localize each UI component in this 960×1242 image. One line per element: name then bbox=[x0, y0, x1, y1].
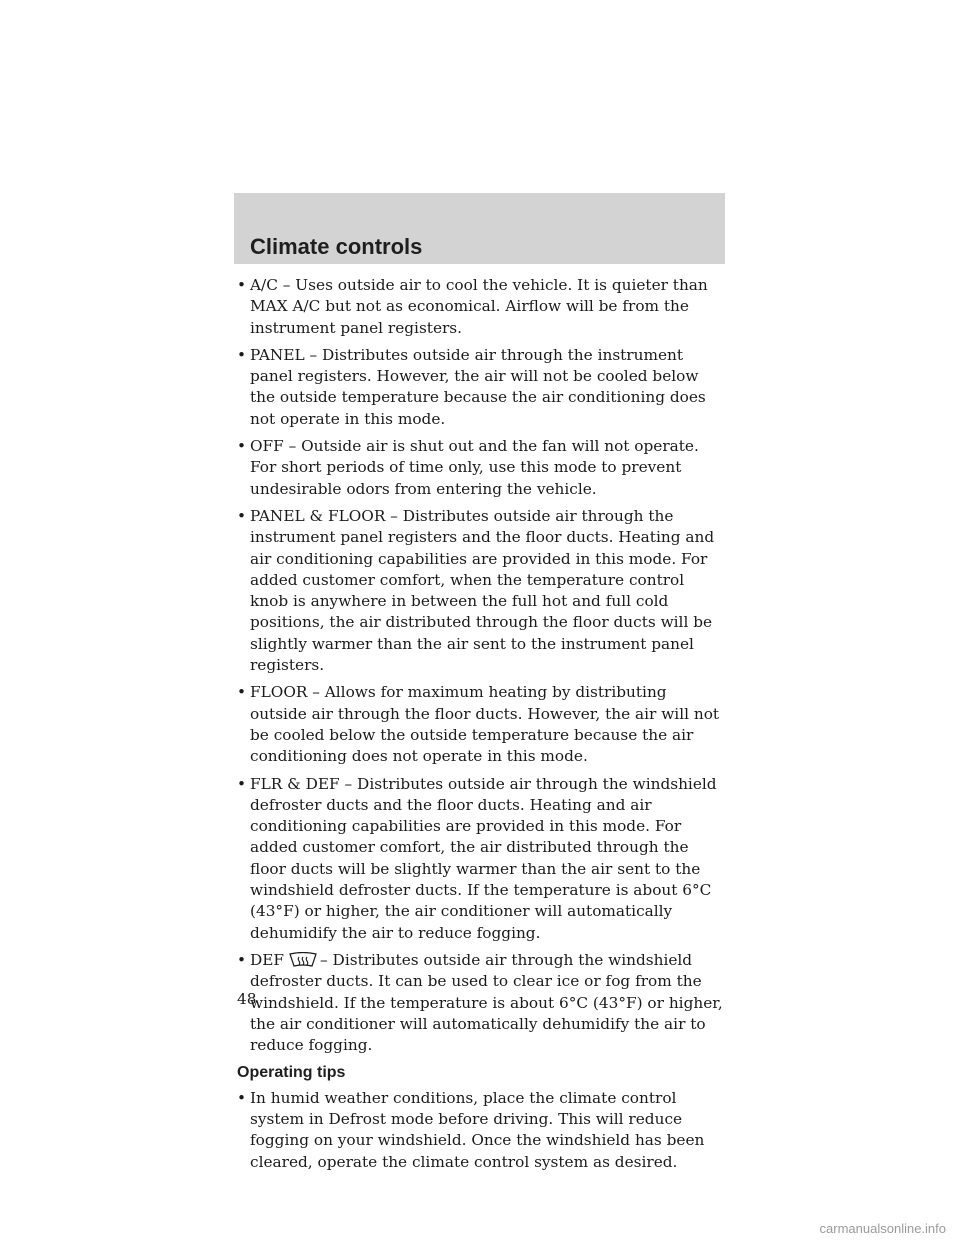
bullet-panel bbox=[237, 345, 727, 430]
bullet-text: PANEL & FLOOR – Distributes outside air through the instrument panel registers and the floor ducts. Heating and air conditioning capabilities are provided in this mode. For added customer comfort, when the temperature control knob is anywhere in between the full hot and full cold positions, the air distributed through the floor ducts will be slightly warmer than the air sent to the instrument panel registers. bbox=[250, 506, 715, 675]
def-label: DEF bbox=[250, 950, 285, 969]
bullet-text: PANEL – Distributes outside air through the instrument panel registers. However, the air will not be cooled below the outside temperature because the air conditioning does not operate in this mode. bbox=[250, 345, 706, 428]
watermark: carmanualsonline.info bbox=[819, 1221, 946, 1236]
page-content bbox=[237, 275, 727, 1179]
bullet-ac bbox=[237, 275, 727, 339]
bullet-text: A/C – Uses outside air to cool the vehicle. It is quieter than MAX A/C but not as economical. Airflow will be from the instrument panel registers. bbox=[250, 276, 708, 337]
bullet-dot: • bbox=[237, 437, 247, 456]
bullet-dot: • bbox=[237, 506, 247, 525]
bullet-text: OFF – Outside air is shut out and the fan will not operate. For short periods of time only, use this mode to prevent undesirable odors from entering the vehicle. bbox=[250, 437, 699, 498]
bullet-dot: • bbox=[237, 950, 247, 969]
bullet-text: FLOOR – Allows for maximum heating by distributing outside air through the floor ducts. However, the air will not be cooled below the outside temperature because the air conditioning does not operate in this mode. bbox=[250, 683, 720, 766]
section-header-band bbox=[234, 193, 725, 264]
bullet-panel-floor bbox=[237, 506, 727, 676]
bullet-text: FLR & DEF – Distributes outside air through the windshield defroster ducts and the floor ducts. Heating and air conditioning capabilities are provided in this mode. For added customer comfort, the air distributed through the floor ducts will be slightly warmer than the air sent to the windshield defroster ducts. If the temperature is about 6°C (43°F) or higher, the air conditioner will automatically dehumidify the air to reduce fogging. bbox=[250, 774, 717, 942]
bullet-def bbox=[237, 950, 727, 1056]
bullet-floor bbox=[237, 682, 727, 767]
page-number: 48 bbox=[237, 990, 257, 1008]
windshield-defrost-icon bbox=[288, 952, 318, 968]
bullet-dot: • bbox=[237, 345, 247, 364]
bullet-flr-def bbox=[237, 774, 727, 944]
bullet-dot: • bbox=[237, 683, 247, 702]
bullet-dot: • bbox=[237, 1088, 247, 1107]
bullet-tip bbox=[237, 1088, 727, 1173]
bullet-text: – Distributes outside air through the windshield defroster ducts. It can be used to clear ice or fog from the windshield. If the temperature is about 6°C (43°F) or higher, the air conditioner will automatically dehumidify the air to reduce fogging. bbox=[250, 950, 723, 1055]
bullet-text: In humid weather conditions, place the climate control system in Defrost mode before driving. This will reduce fogging on your windshield. Once the windshield has been cleared, operate the climate control system as desired. bbox=[250, 1088, 705, 1171]
operating-tips-heading: Operating tips bbox=[237, 1064, 346, 1082]
section-title: Climate controls bbox=[250, 234, 423, 259]
bullet-off bbox=[237, 436, 727, 500]
bullet-dot: • bbox=[237, 276, 247, 294]
bullet-dot: • bbox=[237, 774, 247, 793]
